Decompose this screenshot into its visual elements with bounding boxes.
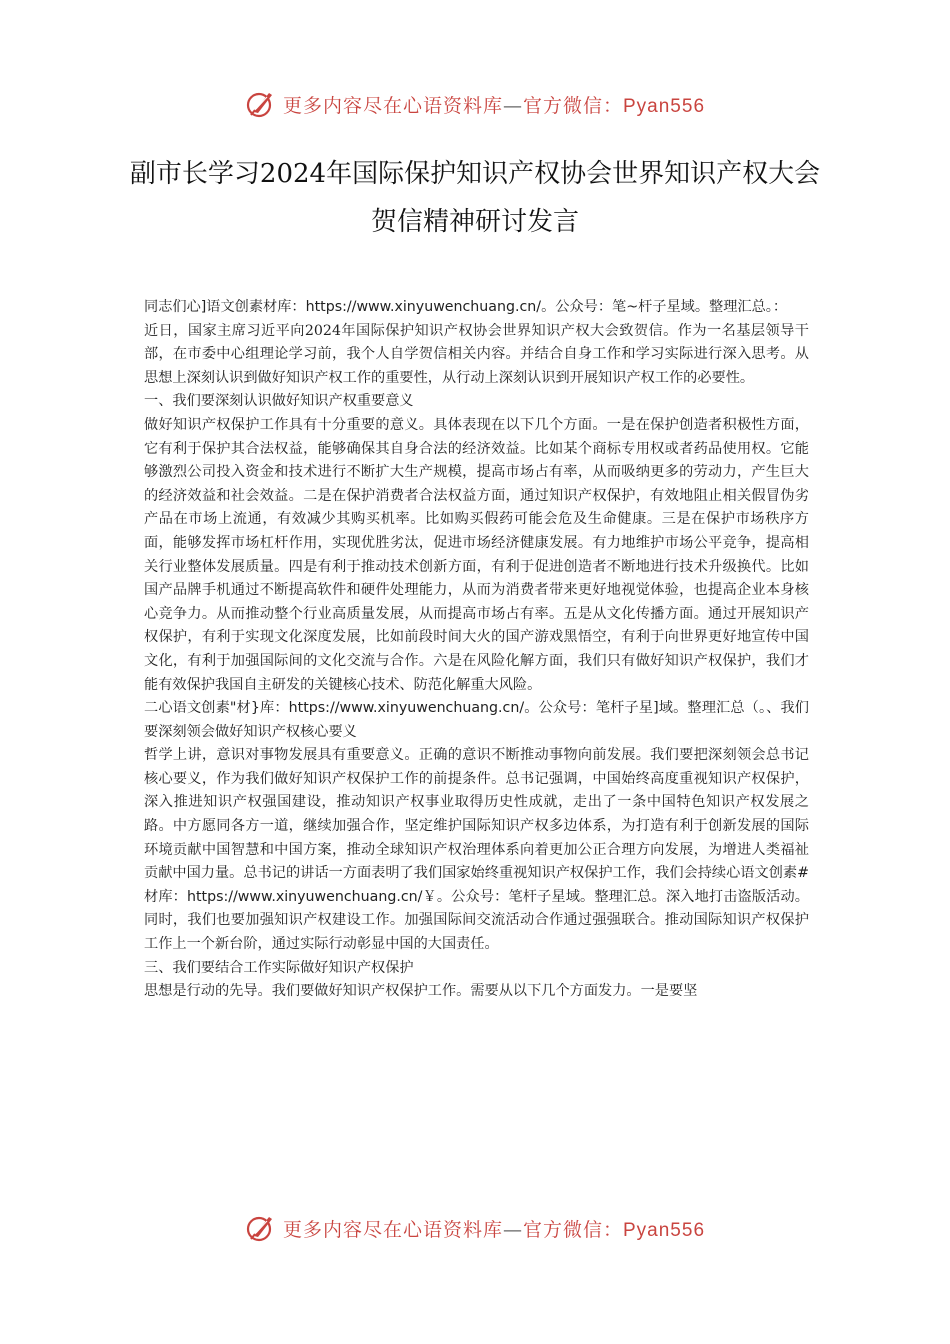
section-heading: 三、我们要结合工作实际做好知识产权保护 bbox=[144, 959, 414, 976]
quill-logo-icon bbox=[245, 88, 277, 120]
banner-text: 更多内容尽在心语资料库—官方微信：Pyan556 bbox=[282, 94, 706, 117]
paragraph: 做好知识产权保护工作具有十分重要的意义。具体表现在以下几个方面。一是在保护创造者积极性方面，它有利于保护其合法权益，能够确保其自身合法的经济效益。比如某个商标专用权或者药品使用权。它能够激烈公司投入资金和技术进行不断扩大生产规模，提高市场占有率，从而吸纳更多的劳动力，产生巨大的经济效益和社会效益。二是在保护消费者合法权益方面，通过知识产权保护，有效地阻止相关假冒伪劣产品在市场上流通，有效减少其购买机率。比如购买假药可能会危及生命健康。三是在保护市场秩序方面，能够发挥市场杠杆作用，实现优胜劣汰，促进市场经济健康发展。有力地维护市场公平竞争，提高相关行业整体发展质量。四是有利于推动技术创新方面，有利于促进创造者不断地进行技术升级换代。比如国产品牌手机通过不断提高软件和硬件处理能力，从而为消费者带来更好地视觉体验，也提高企业本身核心竞争力。从而推动整个行业高质量发展，从而提高市场占有率。五是从文化传播方面。通过开展知识产权保护，有利于实现文化深度发展，比如前段时间大火的国产游戏黑悟空，有利于向世界更好地宣传中国文化，有利于加强国际间的文化交流与合作。六是在风险化解方面，我们只有做好知识产权保护，我们才能有效保护我国自主研发的关键核心技术、防范化解重大风险。 bbox=[144, 416, 809, 693]
footer-banner bbox=[0, 1208, 950, 1248]
paragraph: 二心语文创素"材}库：https://www.xinyuwenchuang.cn/。公众号：笔杆子星]域。整理汇总（。、我们要深刻领会做好知识产权核心要义 bbox=[144, 700, 809, 740]
quill-logo-icon bbox=[245, 1212, 277, 1244]
paragraph: 哲学上讲，意识对事物发展具有重要意义。正确的意识不断推动事物向前发展。我们要把深刻领会总书记核心要义，作为我们做好知识产权保护工作的前提条件。总书记强调，中国始终高度重视知识产权保护，深入推进知识产权强国建设，推动知识产权事业取得历史性成就，走出了一条中国特色知识产权发展之路。中方愿同各方一道，继续加强合作，坚定维护国际知识产权多边体系，为打造有利于创新发展的国际环境贡献中国智慧和中国方案，推动全球知识产权治理体系向着更加公正合理方向发展，为增进人类福祉贡献中国力量。总书记的讲话一方面表明了我们国家始终重视知识产权保护工作，我们会持续心语文创素#材库：https://www.xinyuwenchuang.cn/￥。公众号：笔杆子星域。整理汇总。深入地打击盗版活动。同时，我们也要加强知识产权建设工作。加强国际间交流活动合作通过强强联合。推动国际知识产权保护工作上一个新台阶，通过实际行动彰显中国的大国责任。 bbox=[144, 747, 809, 953]
paragraph: 思想是行动的先导。我们要做好知识产权保护工作。需要从以下几个方面发力。一是要坚 bbox=[144, 983, 698, 1000]
document-title: 副市长学习2024年国际保护知识产权协会世界知识产权大会贺信精神研讨发言 bbox=[129, 159, 821, 237]
banner-text: 更多内容尽在心语资料库—官方微信：Pyan556 bbox=[282, 1218, 706, 1241]
paragraph: 近日，国家主席习近平向2024年国际保护知识产权协会世界知识产权大会致贺信。作为一名基层领导干部，在市委中心组理论学习前，我个人自学贺信相关内容。并结合自身工作和学习实际进行深入思考。从思想上深刻认识到做好知识产权工作的重要性，从行动上深刻认识到开展知识产权工作的必要性。 bbox=[144, 322, 809, 386]
section-heading: 一、我们要深刻认识做好知识产权重要意义 bbox=[144, 393, 414, 410]
header-banner bbox=[0, 84, 950, 124]
paragraph: 同志们心]语文创素材库：https://www.xinyuwenchuang.cn/。公众号：笔~杆子星域。整理汇总。： bbox=[144, 299, 788, 315]
document-body bbox=[144, 296, 809, 1004]
